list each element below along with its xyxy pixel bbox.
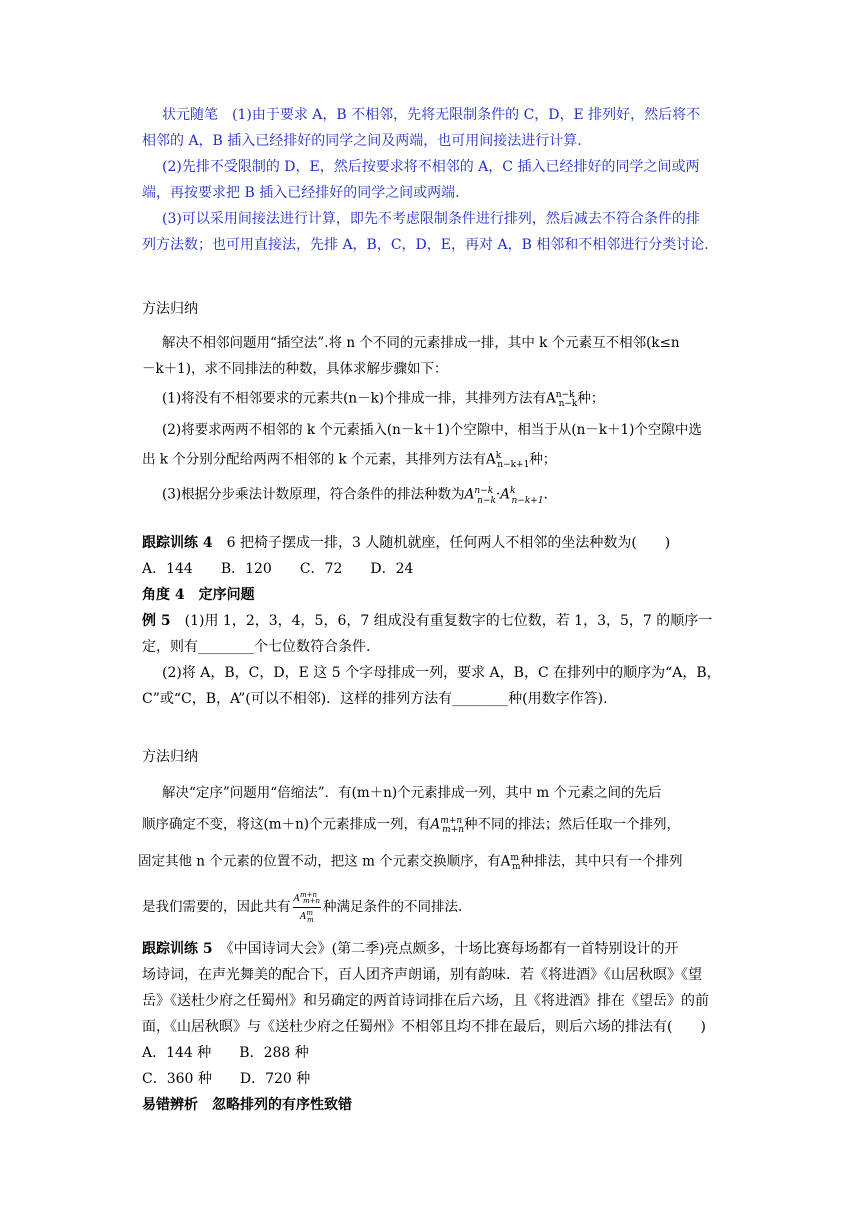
note-line: (3)可以采用间接法进行计算，即先不考虑限制条件进行排列，然后减去不符合条件的排 xyxy=(162,211,700,227)
method-line xyxy=(142,443,742,478)
options-line: C．360 种 D．720 种 xyxy=(142,1071,311,1087)
perm-sup: m+n xyxy=(300,890,318,899)
options-line: A．144 B．120 C．72 D．24 xyxy=(142,561,414,577)
answer-notes xyxy=(142,102,742,258)
permutation-symbol xyxy=(465,478,496,513)
fraction-numerator xyxy=(293,890,322,909)
perm-sup: n−k xyxy=(474,486,494,497)
perm-sub: m+n xyxy=(303,897,321,906)
perm-sub: m xyxy=(307,916,314,925)
method-line: 解决“定序”问题用“倍缩法”．有(m＋n)个元素排成一列，其中 m 个元素之间的先后 xyxy=(162,785,662,801)
perm-sup: k xyxy=(510,486,516,497)
permutation-symbol xyxy=(500,478,543,513)
method-line xyxy=(142,807,742,844)
training-label: 跟踪训练 5 xyxy=(142,941,213,957)
fraction-denominator xyxy=(293,908,322,926)
text: 是我们需要的，因此共有 xyxy=(142,899,291,916)
perm-sub: m+n xyxy=(442,825,465,836)
text: 固定其他 n 个元素的位置不动，把这 m 个元素交换顺序，有 xyxy=(138,853,501,870)
text: (1)将没有不相邻要求的元素共(n－k)个排成一排，其排列方法有 xyxy=(162,390,547,407)
perm-sub: n−k+1 xyxy=(511,495,544,506)
perm-letter: A xyxy=(546,390,556,407)
text: 种排法，其中只有一个排列 xyxy=(520,853,683,870)
text: 种； xyxy=(577,390,605,407)
permutation-symbol xyxy=(501,844,521,881)
question-line xyxy=(142,530,742,556)
question-text: 《中国诗词大会》(第二季)亮点颇多，十场比赛每场都有一首特别设计的开 xyxy=(212,941,679,957)
question-line xyxy=(142,936,742,962)
perm-letter: A xyxy=(293,893,300,904)
method-line: (2)将要求两两不相邻的 k 个元素插入(n－k＋1)个空隙中，相当于从(n－k＋1)个空隙中选 xyxy=(162,422,702,439)
perm-sub: n−k xyxy=(477,495,496,506)
method-title: 方法归纳 xyxy=(142,749,198,765)
method-line xyxy=(142,478,742,513)
text: (3)根据分步乘法计数原理，符合条件的排法种数为 xyxy=(162,486,465,503)
note-line: 端，再按要求把 B 插入已经排好的同学之间或两端. xyxy=(142,185,460,201)
method-line xyxy=(142,887,742,927)
perm-letter: A xyxy=(500,853,511,870)
method-summary-1 xyxy=(142,296,742,322)
example-text: (1)用 1，2，3，4，5，6，7 组成没有重复数字的七位数，若 1，3，5，7 的顺序一 xyxy=(170,613,713,629)
options-line: A．144 种 B．288 种 xyxy=(142,1045,309,1061)
angle-heading: 角度 4 定序问题 xyxy=(142,587,255,603)
perm-letter: A xyxy=(500,486,511,503)
example-label: 例 5 xyxy=(142,613,171,629)
perm-sup: m xyxy=(510,853,519,864)
note-line: (2)先排不受限制的 D，E，然后按要求将不相邻的 A，C 插入已经排好的同学之间或两 xyxy=(162,159,700,175)
perm-sup: m+n xyxy=(440,816,463,826)
permutation-symbol xyxy=(431,807,465,844)
example-line: C”或“C，B，A”(可以不相邻)．这样的排列方法有________种(用数字作答). xyxy=(142,691,608,707)
dot: · xyxy=(495,486,501,503)
method-line xyxy=(138,844,742,881)
perm-sub: n−k+1 xyxy=(497,460,530,471)
training-5 xyxy=(142,936,742,1118)
text: 种满足条件的不同排法. xyxy=(323,899,463,916)
question-line: 场诗词，在声光舞美的配合下，百人团齐声朗诵，别有韵味．若《将进酒》《山居秋暝》《望 xyxy=(142,967,702,983)
permutation-symbol xyxy=(546,382,577,417)
perm-sup: k xyxy=(495,451,502,462)
training-4 xyxy=(142,530,742,712)
method-summary-1-body xyxy=(142,330,742,514)
perm-letter: A xyxy=(464,486,475,503)
example-line: (2)将 A，B，C，D，E 这 5 个字母排成一列，要求 A，B，C 在排列中的顺序为“A，B， xyxy=(162,665,721,681)
note-line: 状元随笔 (1)由于要求 A，B 不相邻，先将无限制条件的 C，D，E 排列好，然后将不 xyxy=(162,107,701,123)
permutation-symbol xyxy=(486,443,529,478)
perm-sub: n−k xyxy=(558,399,578,410)
example-line: 定，则有________个七位数符合条件. xyxy=(142,639,371,655)
text: 种； xyxy=(529,451,557,468)
question-line: 面，《山居秋暝》与《送杜少府之任蜀州》不相邻且均不排在最后，则后六场的排法有( ) xyxy=(142,1019,706,1035)
text: 顺序确定不变，将这(m＋n)个元素排成一列，有 xyxy=(142,816,431,833)
perm-sub: m xyxy=(511,862,521,873)
perm-letter: A xyxy=(299,912,307,923)
question-text: 6 把椅子摆成一排，3 人随机就座，任何两人不相邻的坐法种数为( ) xyxy=(212,535,671,551)
error-analysis-heading: 易错辨析 忽略排列的有序性致错 xyxy=(142,1097,352,1113)
method-line xyxy=(142,382,742,417)
method-title: 方法归纳 xyxy=(142,301,198,317)
method-line: －k＋1)，求不同排法的种数，具体求解步骤如下： xyxy=(142,361,448,377)
training-label: 跟踪训练 4 xyxy=(142,535,213,551)
text: 出 k 个分别分配给两两不相邻的 k 个元素，其排列方法有 xyxy=(142,451,487,468)
perm-letter: A xyxy=(486,451,496,468)
perm-letter: A xyxy=(430,816,441,833)
perm-sup: n−k xyxy=(555,390,575,400)
text: 种不同的排法；然后任取一个排列， xyxy=(464,816,681,833)
perm-sup: m xyxy=(306,909,314,918)
note-line: 列方法数；也可用直接法，先排 A，B，C，D，E，再对 A，B 相邻和不相邻进行分类讨论. xyxy=(142,237,709,253)
text: . xyxy=(543,486,548,503)
fraction xyxy=(293,890,322,927)
question-line: 岳》《送杜少府之任蜀州》和另确定的两首诗词排在后六场，且《将进酒》排在《望岳》的前 xyxy=(142,993,709,1009)
method-summary-2-body xyxy=(138,779,742,927)
method-line: 解决不相邻问题用“插空法”.将 n 个不同的元素排成一排，其中 k 个元素互不相邻(k≤n xyxy=(162,335,680,351)
method-summary-2 xyxy=(142,744,742,770)
example-line xyxy=(142,608,742,634)
note-line: 相邻的 A，B 插入已经排好的同学之间及两端，也可用间接法进行计算. xyxy=(142,133,582,149)
